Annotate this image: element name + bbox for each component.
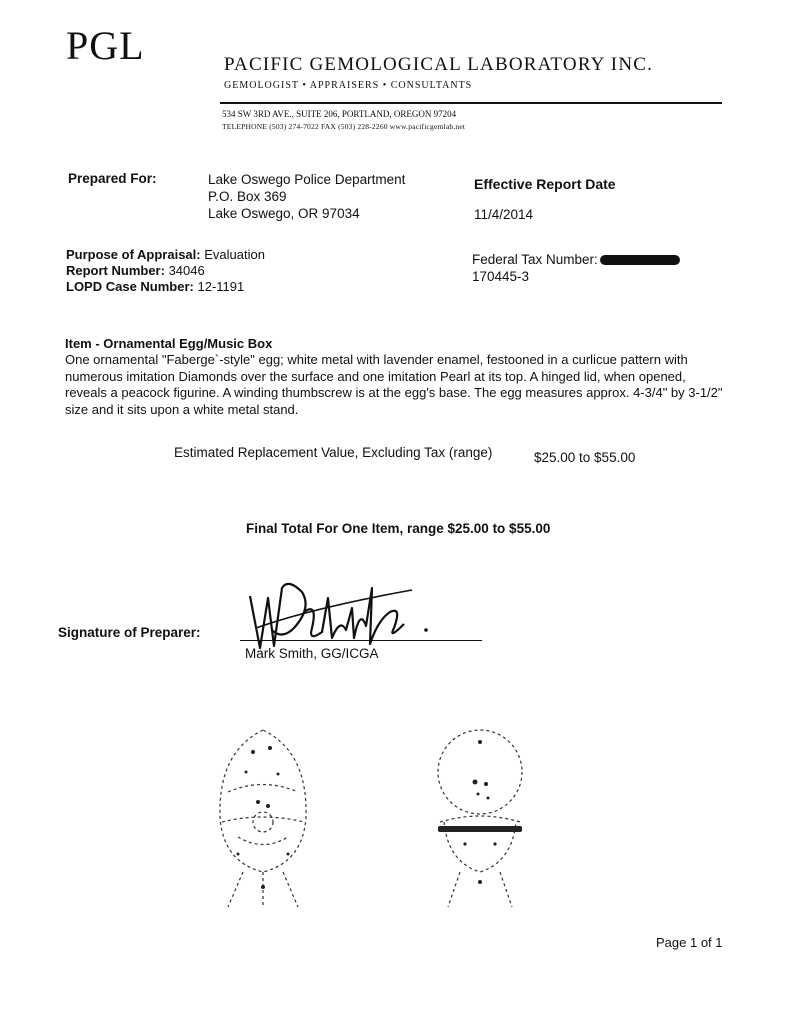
preparer-name: Mark Smith, GG/ICGA xyxy=(245,646,379,661)
redaction-mark xyxy=(600,255,680,265)
prepared-for-line: P.O. Box 369 xyxy=(208,189,287,204)
company-phone: TELEPHONE (503) 274-7022 FAX (503) 228-2260 www.pacificgemlab.net xyxy=(222,122,466,131)
case-number: 12-1191 xyxy=(197,279,245,294)
signature-label: Signature of Preparer: xyxy=(58,625,201,640)
prepared-for-label: Prepared For: xyxy=(68,171,157,186)
federal-tax-block xyxy=(472,251,680,285)
effective-date: 11/4/2014 xyxy=(474,207,534,222)
company-name: PACIFIC GEMOLOGICAL LABORATORY INC. xyxy=(224,54,654,75)
purpose-value: Evaluation xyxy=(204,247,265,262)
final-total: Final Total For One Item, range $25.00 to $55.00 xyxy=(246,521,551,536)
item-title: Item - Ornamental Egg/Music Box xyxy=(65,336,273,351)
report-details xyxy=(66,247,265,295)
company-logo: PGL xyxy=(66,23,145,68)
estimate-label: Estimated Replacement Value, Excluding Tax (range) xyxy=(174,445,493,460)
company-tagline: GEMOLOGIST • APPRAISERS • CONSULTANTS xyxy=(224,80,473,91)
page-indicator: Page 1 of 1 xyxy=(656,935,723,950)
prepared-for-line: Lake Oswego, OR 97034 xyxy=(208,206,360,221)
egg-photo-open xyxy=(420,722,540,912)
effective-date-label: Effective Report Date xyxy=(474,176,616,192)
federal-tax-label: Federal Tax Number: xyxy=(472,252,598,267)
item-description: One ornamental "Faberge`-style" egg; white metal with lavender enamel, festooned in a curlicue pattern with numerous imitation Diamonds over the surface and one imitation Pearl at its top. A hinged lid, when opened, reveals a peacock figurine. A winding thumbscrew is at the egg's base. The egg measures approx. 4-3/4" by 3-1/2" size and it sits upon a white metal stand. xyxy=(65,352,723,417)
prepared-for-address xyxy=(208,171,405,222)
signature-line xyxy=(240,640,482,641)
report-number-label: Report Number: xyxy=(66,263,165,278)
report-number: 34046 xyxy=(168,263,205,278)
case-number-label: LOPD Case Number: xyxy=(66,279,194,294)
prepared-for-line: Lake Oswego Police Department xyxy=(208,172,406,187)
purpose-label: Purpose of Appraisal: xyxy=(66,247,201,262)
estimate-value: $25.00 to $55.00 xyxy=(534,450,636,465)
item-section xyxy=(65,336,725,418)
letterhead-divider xyxy=(220,102,722,104)
egg-photo-closed xyxy=(198,722,328,912)
federal-tax-id: 170445-3 xyxy=(472,269,530,284)
company-address: 534 SW 3RD AVE., SUITE 206, PORTLAND, OREGON 97204 xyxy=(222,109,457,119)
